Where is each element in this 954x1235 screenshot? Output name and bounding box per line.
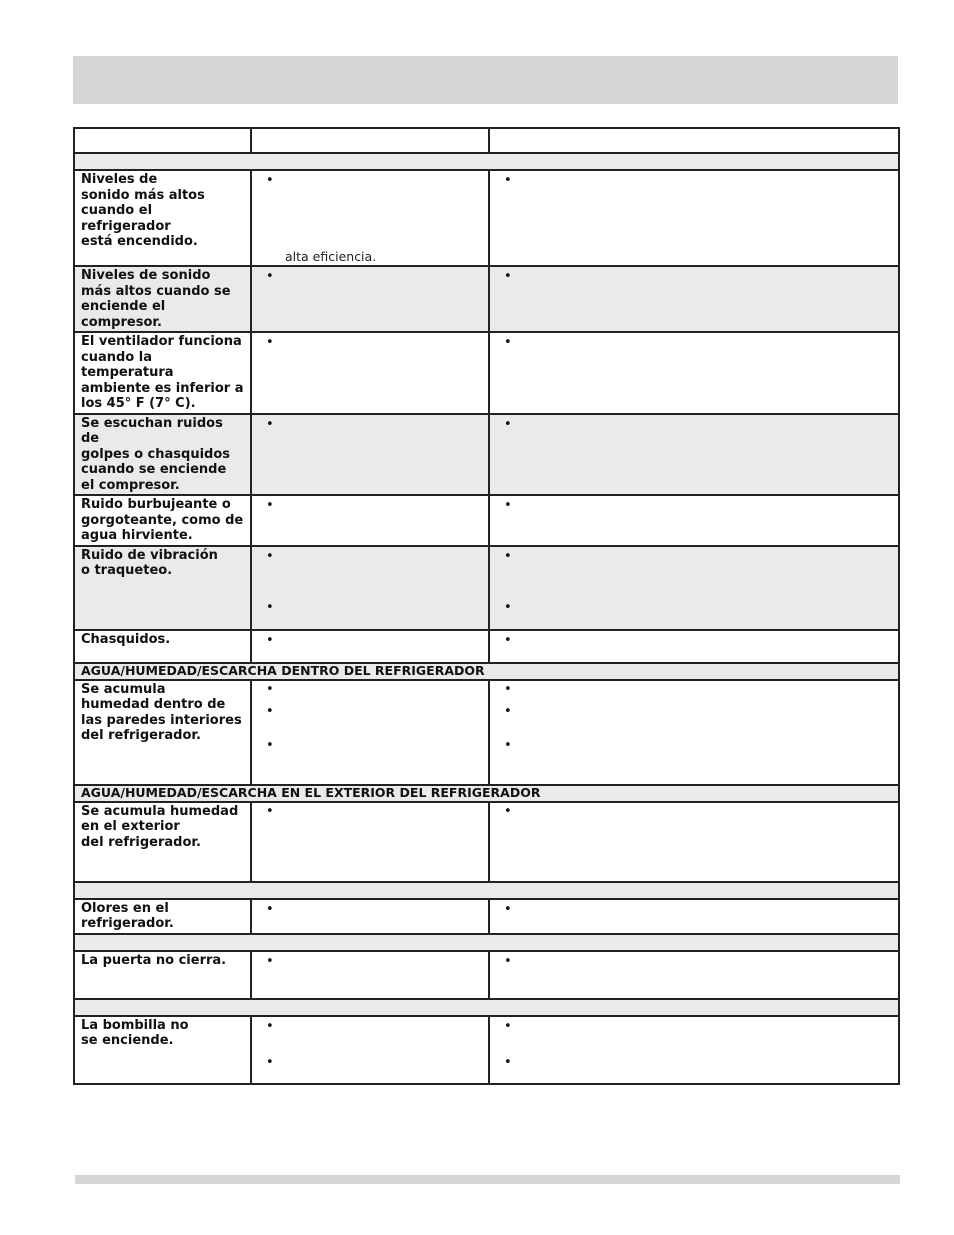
bullet-icon: • bbox=[504, 632, 512, 648]
bullet-icon: • bbox=[504, 269, 512, 284]
section-row-light bbox=[74, 999, 899, 1016]
table-row bbox=[74, 495, 899, 546]
cause-cell bbox=[251, 1016, 489, 1084]
problem-cell: Chasquidos. bbox=[74, 630, 251, 663]
cause-note: alta eficiencia. bbox=[285, 249, 377, 264]
solution-cell bbox=[489, 1016, 899, 1084]
bullet-icon: • bbox=[504, 599, 512, 615]
solution-cell bbox=[489, 266, 899, 332]
cause-cell bbox=[251, 630, 489, 663]
bullet-icon: • bbox=[266, 599, 274, 615]
cause-cell bbox=[251, 951, 489, 999]
problem-cell: La puerta no cierra. bbox=[74, 951, 251, 999]
table-row bbox=[74, 1016, 899, 1084]
cause-cell bbox=[251, 495, 489, 546]
solution-cell bbox=[489, 495, 899, 546]
bullet-icon: • bbox=[504, 681, 512, 697]
section-label bbox=[74, 153, 899, 170]
section-label: AGUA/HUMEDAD/ESCARCHA DENTRO DEL REFRIGERADOR bbox=[74, 663, 899, 680]
table-row bbox=[74, 266, 899, 332]
bullet-icon: • bbox=[266, 681, 274, 697]
bullet-icon: • bbox=[504, 1018, 512, 1034]
solution-cell bbox=[489, 951, 899, 999]
bullet-icon: • bbox=[266, 737, 274, 753]
section-label bbox=[74, 999, 899, 1016]
bullet-icon: • bbox=[266, 173, 274, 188]
troubleshooting-table bbox=[73, 127, 900, 1085]
bullet-icon: • bbox=[266, 703, 274, 719]
bullet-icon: • bbox=[266, 269, 274, 284]
table-row bbox=[74, 951, 899, 999]
bullet-icon: • bbox=[266, 498, 274, 513]
problem-cell: El ventilador funciona cuando la temperatura ambiente es inferior a los 45° F (7° C). bbox=[74, 332, 251, 414]
bullet-icon: • bbox=[266, 901, 274, 917]
bullet-icon: • bbox=[504, 901, 512, 917]
table-row bbox=[74, 630, 899, 663]
cause-cell bbox=[251, 332, 489, 414]
problem-cell: Niveles de sonido más altos cuando se enciende el compresor. bbox=[74, 266, 251, 332]
page-header-band bbox=[73, 56, 898, 104]
problem-cell: Niveles de sonido más altos cuando el refrigerador está encendido. bbox=[74, 170, 251, 266]
solution-cell bbox=[489, 546, 899, 630]
problem-cell: Se acumula humedad dentro de las paredes interiores del refrigerador. bbox=[74, 680, 251, 785]
problem-cell: La bombilla no se enciende. bbox=[74, 1016, 251, 1084]
table-row bbox=[74, 170, 899, 266]
bullet-icon: • bbox=[504, 416, 512, 432]
table-row bbox=[74, 680, 899, 785]
section-row-outside bbox=[74, 785, 899, 802]
cause-cell bbox=[251, 170, 489, 266]
cause-cell bbox=[251, 546, 489, 630]
bullet-icon: • bbox=[504, 953, 512, 969]
problem-cell: Ruido burbujeante o gorgoteante, como de agua hirviente. bbox=[74, 495, 251, 546]
cause-cell bbox=[251, 680, 489, 785]
bullet-icon: • bbox=[266, 803, 274, 819]
table-row bbox=[74, 332, 899, 414]
cause-cell bbox=[251, 414, 489, 496]
solution-cell bbox=[489, 630, 899, 663]
page-footer-band bbox=[75, 1175, 900, 1184]
bullet-icon: • bbox=[266, 632, 274, 648]
problem-cell: Se acumula humedad en el exterior del refrigerador. bbox=[74, 802, 251, 882]
header-cell-cause bbox=[251, 128, 489, 153]
table-row bbox=[74, 414, 899, 496]
table-row bbox=[74, 899, 899, 934]
cause-cell bbox=[251, 802, 489, 882]
bullet-icon: • bbox=[504, 498, 512, 513]
section-label bbox=[74, 934, 899, 951]
table-header-row bbox=[74, 128, 899, 153]
cause-cell bbox=[251, 266, 489, 332]
bullet-icon: • bbox=[266, 335, 274, 350]
section-row-door bbox=[74, 934, 899, 951]
table-row bbox=[74, 546, 899, 630]
solution-cell bbox=[489, 414, 899, 496]
solution-cell bbox=[489, 899, 899, 934]
bullet-icon: • bbox=[504, 703, 512, 719]
bullet-icon: • bbox=[266, 1054, 274, 1070]
bullet-icon: • bbox=[504, 803, 512, 819]
bullet-icon: • bbox=[266, 548, 274, 564]
bullet-icon: • bbox=[504, 173, 512, 188]
bullet-icon: • bbox=[504, 1054, 512, 1070]
header-cell-problem bbox=[74, 128, 251, 153]
problem-cell: Olores en el refrigerador. bbox=[74, 899, 251, 934]
problem-cell: Ruido de vibración o traqueteo. bbox=[74, 546, 251, 630]
solution-cell bbox=[489, 332, 899, 414]
section-row-sounds bbox=[74, 153, 899, 170]
section-label: AGUA/HUMEDAD/ESCARCHA EN EL EXTERIOR DEL REFRIGERADOR bbox=[74, 785, 899, 802]
bullet-icon: • bbox=[266, 1018, 274, 1034]
bullet-icon: • bbox=[504, 548, 512, 564]
section-row-inside bbox=[74, 663, 899, 680]
table-row bbox=[74, 802, 899, 882]
section-row-odors bbox=[74, 882, 899, 899]
solution-cell bbox=[489, 802, 899, 882]
cause-cell bbox=[251, 899, 489, 934]
problem-cell: Se escuchan ruidos de golpes o chasquidos cuando se enciende el compresor. bbox=[74, 414, 251, 496]
solution-cell bbox=[489, 170, 899, 266]
bullet-icon: • bbox=[504, 335, 512, 350]
section-label bbox=[74, 882, 899, 899]
bullet-icon: • bbox=[266, 416, 274, 432]
bullet-icon: • bbox=[504, 737, 512, 753]
header-cell-solution bbox=[489, 128, 899, 153]
bullet-icon: • bbox=[266, 953, 274, 969]
solution-cell bbox=[489, 680, 899, 785]
